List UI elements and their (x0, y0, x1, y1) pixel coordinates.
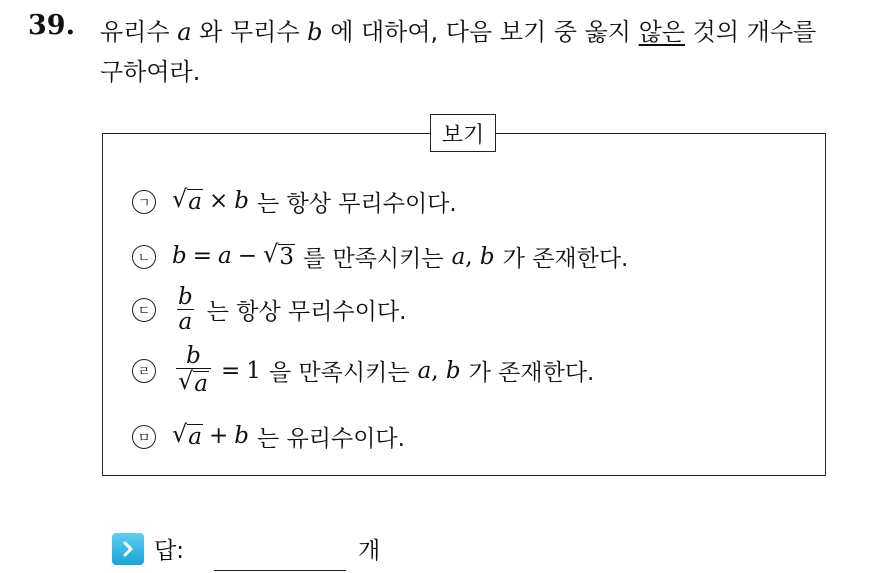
item-text: 는 유리수이다. (257, 426, 405, 452)
example-item-5 (132, 420, 405, 453)
item-text: 을 만족시키는 (268, 360, 410, 387)
question-text: 에 대하여, 다음 보기 중 옳지 (330, 18, 631, 46)
example-item-1 (132, 185, 457, 218)
math-expression: √ a + b (172, 420, 250, 451)
chevron-right-icon (112, 533, 144, 565)
sqrt-symbol: √ 3 (263, 240, 294, 271)
question-text: 유리수 (100, 18, 170, 46)
item-text: 를 만족시키는 (302, 246, 444, 272)
question-text: 와 무리수 (199, 18, 300, 46)
question-line-2: 구하여라. (100, 58, 201, 86)
answer-blank[interactable] (214, 570, 346, 571)
math-expression (172, 285, 199, 334)
math-expression: √ a × b (172, 185, 250, 216)
question-text: 것의 개수를 (692, 18, 817, 46)
sqrt-symbol: √ a (172, 420, 203, 451)
answer-label: 답: (154, 538, 184, 564)
circled-marker: ㅁ (132, 425, 156, 449)
answer-row (112, 532, 184, 565)
variable-a: a (177, 18, 192, 46)
underlined-word: 않은 (638, 18, 685, 46)
question-number: 39. (28, 10, 75, 41)
item-text: 는 항상 무리수이다. (206, 299, 407, 326)
sqrt-symbol: √ a (178, 367, 209, 398)
example-item-2 (132, 240, 628, 273)
math-expression: b √ a = 1 (178, 343, 261, 398)
sqrt-symbol: √ a (172, 185, 203, 216)
circled-marker: ㄹ (132, 359, 156, 383)
math-variables: a , b (451, 243, 495, 270)
fraction: $\frac{b}{a}$ (178, 284, 193, 336)
circled-marker: ㄴ (132, 245, 156, 269)
item-text: 가 존재한다. (502, 246, 629, 272)
answer-unit: 개 (358, 538, 381, 564)
example-item-3 (132, 285, 406, 334)
item-text: 는 항상 무리수이다. (257, 191, 457, 217)
math-variables: a , b (417, 357, 461, 384)
math-expression: b = a − √ 3 (172, 240, 294, 271)
example-item-4 (132, 344, 594, 397)
variable-b: b (307, 18, 323, 46)
item-text: 가 존재한다. (468, 360, 595, 387)
circled-marker: ㄷ (132, 298, 156, 322)
fraction: b √ a (176, 344, 211, 397)
circled-marker: ㄱ (132, 190, 156, 214)
question-line-1 (100, 12, 816, 47)
example-box-title: 보기 (430, 114, 496, 152)
